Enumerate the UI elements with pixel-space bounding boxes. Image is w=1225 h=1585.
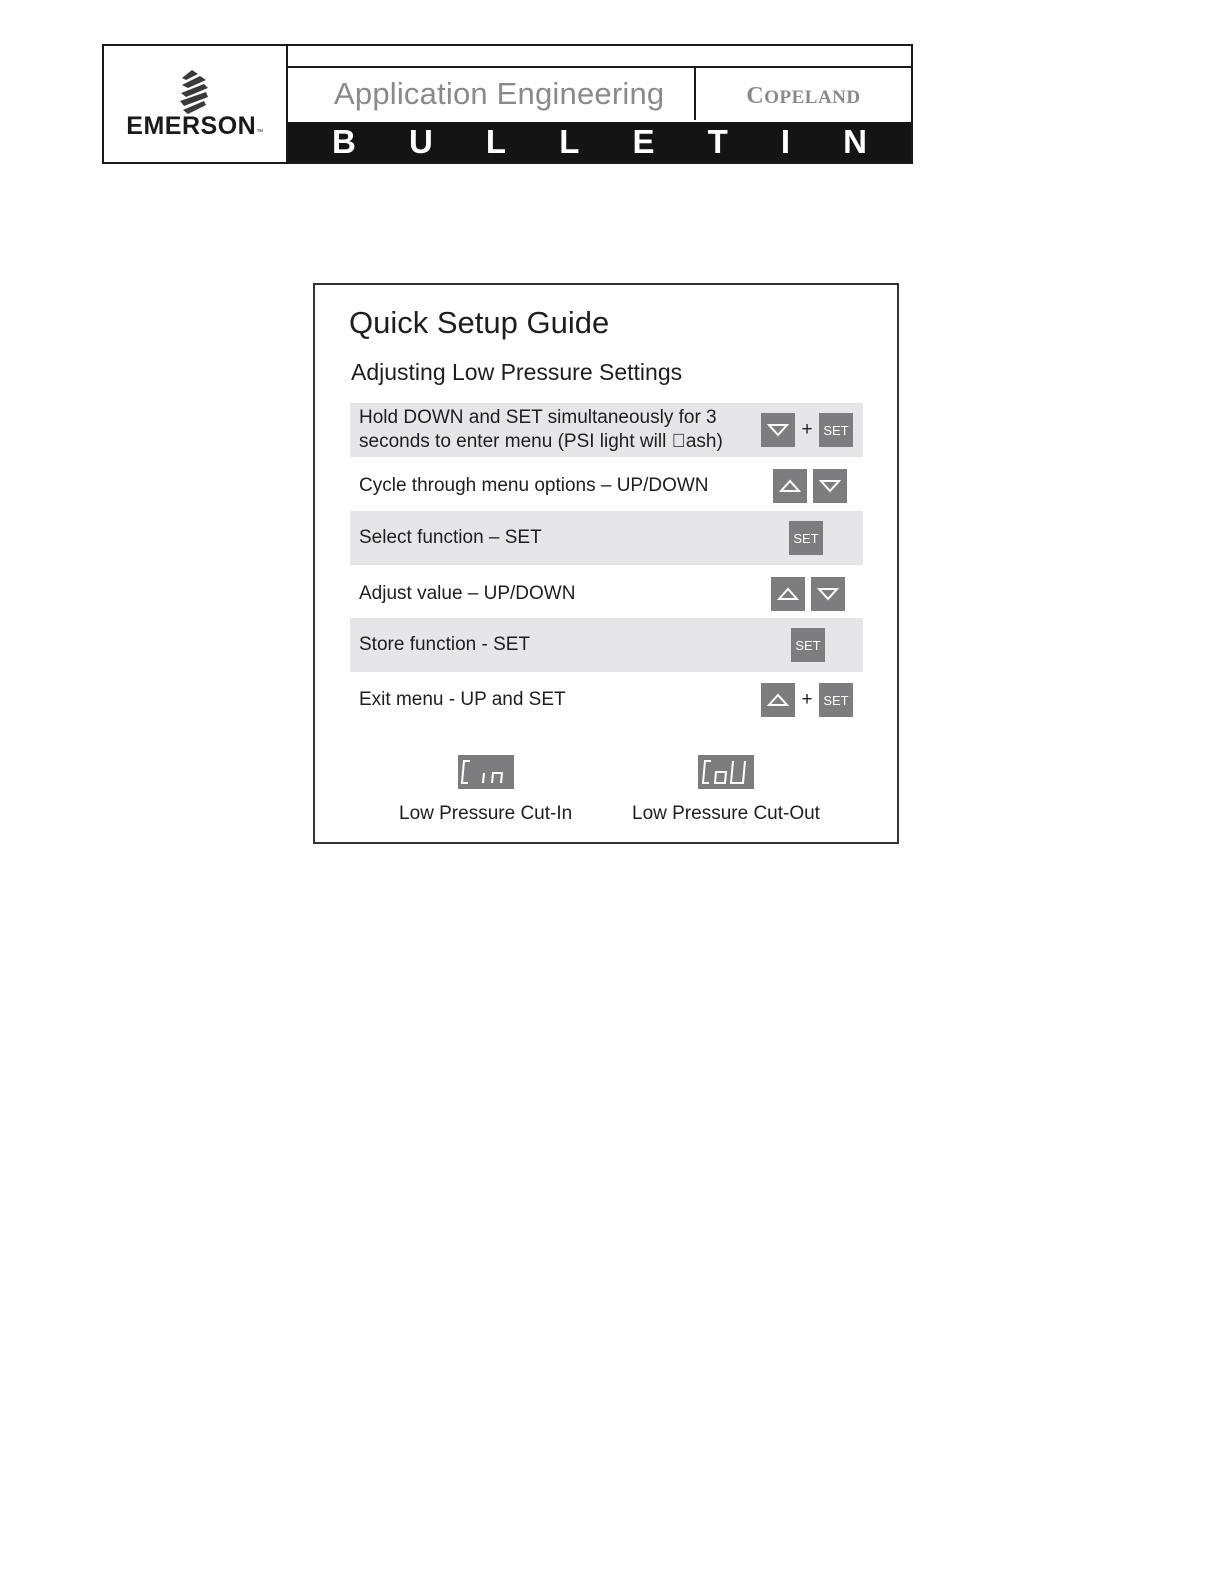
up-arrow-icon — [771, 577, 805, 611]
emerson-swirl-icon — [178, 70, 210, 116]
step-controls — [761, 403, 853, 457]
step-text: Select function – SET — [359, 527, 542, 548]
guide-subtitle: Adjusting Low Pressure Settings — [351, 359, 683, 385]
emerson-logo — [104, 46, 288, 162]
bulletin-letter: B — [332, 123, 356, 160]
bulletin-letter: L — [559, 123, 580, 160]
bulletin-letter: U — [408, 123, 433, 160]
bulletin-header — [102, 44, 913, 164]
step-row — [350, 618, 863, 672]
up-arrow-icon — [773, 469, 807, 503]
cut-out-display — [632, 755, 820, 825]
step-controls — [761, 673, 853, 727]
step-text: Store function - SET — [359, 634, 531, 655]
lcd-cut-out-icon — [698, 755, 754, 789]
up-arrow-icon — [761, 683, 795, 717]
cut-in-label: Low Pressure Cut-In — [399, 803, 573, 824]
bulletin-letter: T — [707, 123, 728, 160]
step-text: Adjust value – UP/DOWN — [359, 583, 576, 604]
down-arrow-icon — [761, 413, 795, 447]
cut-out-label: Low Pressure Cut-Out — [632, 803, 820, 824]
guide-title: Quick Setup Guide — [349, 305, 610, 340]
step-text: Exit menu - UP and SET — [359, 689, 566, 710]
bulletin-letter: N — [843, 123, 867, 160]
quick-setup-guide — [313, 283, 899, 844]
down-arrow-icon — [811, 577, 845, 611]
step-text: Cycle through menu options – UP/DOWN — [359, 475, 709, 496]
plus-sign: + — [801, 419, 813, 440]
plus-sign: + — [801, 689, 813, 710]
set-button-icon: SET — [819, 413, 853, 447]
set-button-icon: SET — [791, 628, 825, 662]
step-controls — [773, 459, 847, 513]
step-row — [350, 511, 863, 565]
lcd-cut-in-icon — [458, 755, 514, 789]
bulletin-letter: L — [485, 123, 507, 160]
step-row — [350, 459, 863, 513]
bulletin-letter: I — [780, 123, 791, 160]
step-text: Hold DOWN and SET simultaneously for 3 seconds to enter menu (PSI light will  ash) — [359, 407, 723, 452]
step-row — [350, 567, 863, 621]
step-row — [350, 673, 863, 727]
step-controls — [771, 567, 845, 621]
set-button-icon: SET — [819, 683, 853, 717]
emerson-wordmark: EMERSON™ — [126, 112, 264, 140]
step-row — [350, 403, 863, 457]
header-top-strip — [288, 46, 911, 68]
bulletin-letter: E — [632, 123, 655, 160]
step-controls — [791, 618, 825, 672]
copeland-wordmark: COPELAND — [746, 83, 861, 109]
down-arrow-icon — [813, 469, 847, 503]
bulletin-bar — [288, 122, 911, 162]
cut-in-display — [399, 755, 572, 825]
application-engineering-title: Application Engineering — [288, 68, 696, 120]
step-controls — [789, 511, 823, 565]
set-button-icon: SET — [789, 521, 823, 555]
